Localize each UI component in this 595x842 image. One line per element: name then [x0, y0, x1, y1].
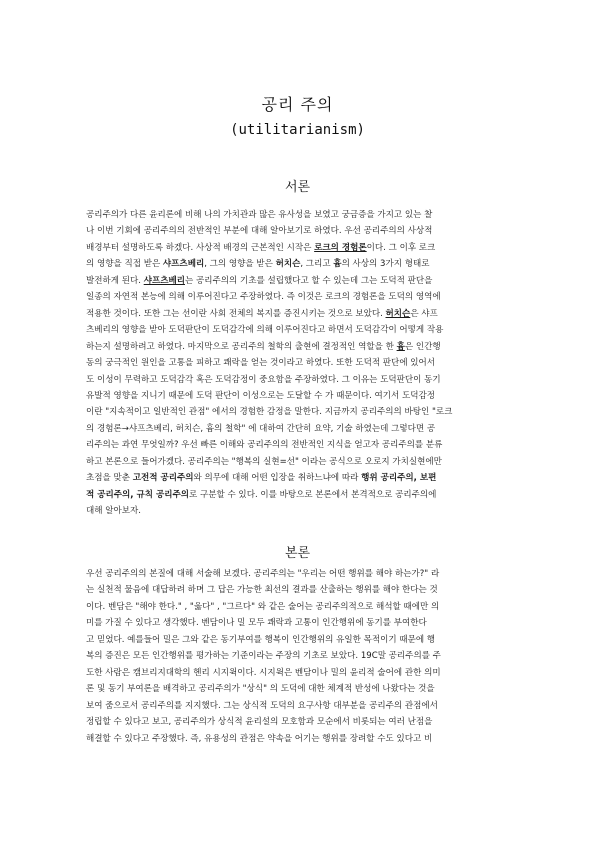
text-line — [86, 306, 510, 322]
emphasized-term: 고전적 공리주의 — [132, 473, 194, 484]
emphasized-term: 허치슨 — [385, 308, 411, 319]
text-line — [86, 566, 510, 582]
text-run: 보여 줌으로서 공리주의를 지지했다. 그는 상식적 도덕의 요구사항 대부분을 공리주의 관점에서 — [86, 700, 438, 711]
text-line — [86, 207, 510, 223]
text-run: 미를 가질 수 있다고 생각했다. 벤담이나 밀 모두 쾌락과 고통이 인간행위에 동기를 부여한다 — [86, 618, 427, 629]
text-run: 하는지 설명하려고 하였다. 마지막으로 공리주의 철학의 출현에 결정적인 역할을 한 — [86, 341, 397, 352]
text-line — [86, 681, 510, 697]
text-run: 와 의무에 대해 어떤 입장을 취하느냐에 따라 — [193, 473, 362, 484]
emphasized-term: 샤프츠베리 — [162, 259, 205, 270]
text-line — [86, 648, 510, 664]
text-line — [86, 731, 510, 747]
text-line — [86, 388, 510, 404]
text-line — [86, 599, 510, 615]
text-line — [86, 714, 510, 730]
text-run: 우선 공리주의의 본질에 대해 서술해 보겠다. 공리주의는 "우리는 어떤 행위를 해야 하는가?" 라 — [86, 569, 440, 579]
text-run: 이란 "지속적이고 일반적인 관점" 에서의 경험한 감정을 말한다. 지금까지 공리주의의 바탕인 "로크 — [86, 407, 453, 418]
text-line — [86, 454, 510, 470]
text-line — [86, 339, 510, 355]
text-line — [86, 421, 510, 437]
text-run: 이다. 그 이후 로크 — [366, 242, 436, 253]
text-run: 유발적 영향을 지니기 때문에 도덕 판단이 이성으로는 도달할 수 가 때문이다. 여기서 도덕감정 — [86, 390, 436, 401]
text-run: 의 경험론→샤프츠베리, 허치슨, 흄의 철학" 에 대하여 간단히 요약, 기술 하였는데 그렇다면 공 — [86, 423, 436, 434]
text-run: 배경부터 설명하도록 하겠다. 사상적 배경의 근본적인 시작은 — [86, 242, 315, 253]
text-line — [86, 256, 510, 272]
text-line — [86, 404, 510, 420]
text-run: 공리주의가 다른 윤리론에 비해 나의 가치관과 많은 유사성을 보였고 궁금증을 가지고 있는 찰 — [86, 210, 433, 220]
text-run: 도 이성이 무력하고 도덕감각 혹은 도덕감정이 중요함을 주장하였다. 그 이유는 도덕판단이 동기 — [86, 374, 441, 385]
text-run: 적용한 것이다. 또한 그는 선이란 사회 전체의 복지를 증진시키는 것으로 보았다. — [86, 308, 386, 319]
text-run: 도한 사람은 캠브리지대학의 헨리 시지윅이다. 시지윅은 벤담이나 밀의 윤리적 술어에 관한 의미 — [86, 667, 441, 678]
document-subtitle: (utilitarianism) — [230, 122, 365, 138]
text-run: 동의 궁극적인 원인을 고통을 피하고 쾌락을 얻는 것이라고 하였다. 또한 도덕적 판단에 있어서 — [86, 358, 436, 369]
text-run: 발전하게 된다. — [86, 275, 144, 286]
text-run: 리주의는 과연 무엇일까? 우선 빠른 이해와 공리주의의 전반적인 지식을 얻고자 공리주의를 분류 — [86, 440, 443, 451]
intro-paragraph — [86, 207, 510, 520]
text-line — [86, 470, 510, 486]
text-run: 복의 증진은 모든 인간행위를 평가하는 기준이라는 주장의 기초로 보았다. 19C말 공리주의를 주 — [86, 651, 441, 662]
text-run: 츠베리의 영향을 받아 도덕판단이 도덕감각에 의해 이루어진다고 하면서 도덕감각이 어떻게 작용 — [86, 325, 444, 336]
text-run: 고 믿었다. 예를들어 밀은 그와 같은 동기부여를 행복이 인간행위의 유일한 목적이기 때문에 행 — [86, 634, 436, 645]
text-run: 의 영향을 직접 받은 — [86, 259, 163, 270]
text-run: , 그리고 — [300, 259, 334, 270]
emphasized-term: 로크의 경험론 — [314, 242, 367, 253]
section-heading-body: 본론 — [284, 546, 311, 561]
text-line — [86, 487, 510, 503]
text-run: 론 및 동기 부여론을 배격하고 공리주의가 "상식" 의 도덕에 대한 체계적 반성에 나왔다는 것을 — [86, 684, 435, 695]
emphasized-term: 허치슨 — [275, 259, 301, 270]
text-run: 의 사상의 3가지 형태로 — [341, 259, 430, 270]
text-line — [86, 665, 510, 681]
text-run: 로 구분할 수 있다. 이를 바탕으로 본론에서 본격적으로 공리주의에 — [189, 489, 437, 500]
text-line — [86, 355, 510, 371]
text-line — [86, 240, 510, 256]
text-run: 일종의 자연적 본능에 의해 이루어진다고 주장하였다. 즉 이것은 로크의 경험론을 도덕의 영역에 — [86, 292, 441, 303]
emphasized-term: 샤프츠베리 — [143, 275, 185, 286]
emphasized-term: 적 공리주의, 규칙 공리주의 — [86, 489, 189, 500]
emphasized-term: 행위 공리주의, 보편 — [361, 473, 437, 484]
text-line — [86, 698, 510, 714]
body-paragraph — [86, 566, 510, 747]
text-run: 하고 본론으로 들어가겠다. 공리주의는 "행복의 실현=선" 이라는 공식으로 오로지 가치실현에만 — [86, 456, 442, 467]
text-run: 정립할 수 있다고 보고, 공리주의가 상식적 윤리설의 모호함과 모순에서 비롯되는 여러 난점을 — [86, 717, 433, 728]
text-run: 은 샤프 — [410, 308, 438, 319]
section-heading-intro: 서론 — [284, 180, 311, 195]
text-line — [86, 273, 510, 289]
text-line — [86, 615, 510, 631]
text-run: 나 이번 기회에 공리주의의 전반적인 부분에 대해 알아보기로 하였다. 우선 공리주의의 사상적 — [86, 226, 433, 237]
text-line — [86, 632, 510, 648]
text-run: , 그의 영향을 받은 — [204, 259, 276, 270]
text-run: 이다. 벤담은 "해야 한다." , "옳다" , "그르다" 와 같은 술어는 공리주의적으로 해석할 때에만 의 — [86, 601, 440, 612]
emphasized-term: 흄 — [333, 259, 342, 270]
text-line — [86, 289, 510, 305]
text-run: 는 실천적 물음에 대답하려 하며 그 답은 가능한 최선의 결과를 산출하는 행위를 해야 한다는 것 — [86, 585, 438, 596]
text-line — [86, 372, 510, 388]
text-line — [86, 437, 510, 453]
text-line — [86, 503, 510, 519]
document-title: 공리 주의 — [261, 95, 334, 114]
text-run: 해결할 수 있다고 주장했다. 즉, 유용성의 관점은 약속을 어기는 행위를 장려할 수도 있다고 비 — [86, 733, 433, 744]
text-run: 는 공리주의의 기초를 설립했다고 할 수 있는데 그는 도덕적 판단을 — [184, 275, 433, 286]
text-run: 대해 알아보자. — [86, 506, 141, 517]
text-line — [86, 223, 510, 239]
text-line — [86, 322, 510, 338]
text-line — [86, 582, 510, 598]
text-run: 초점을 맞춘 — [86, 473, 133, 484]
text-run: 은 인간행 — [404, 341, 441, 352]
emphasized-term: 흄 — [396, 341, 405, 352]
